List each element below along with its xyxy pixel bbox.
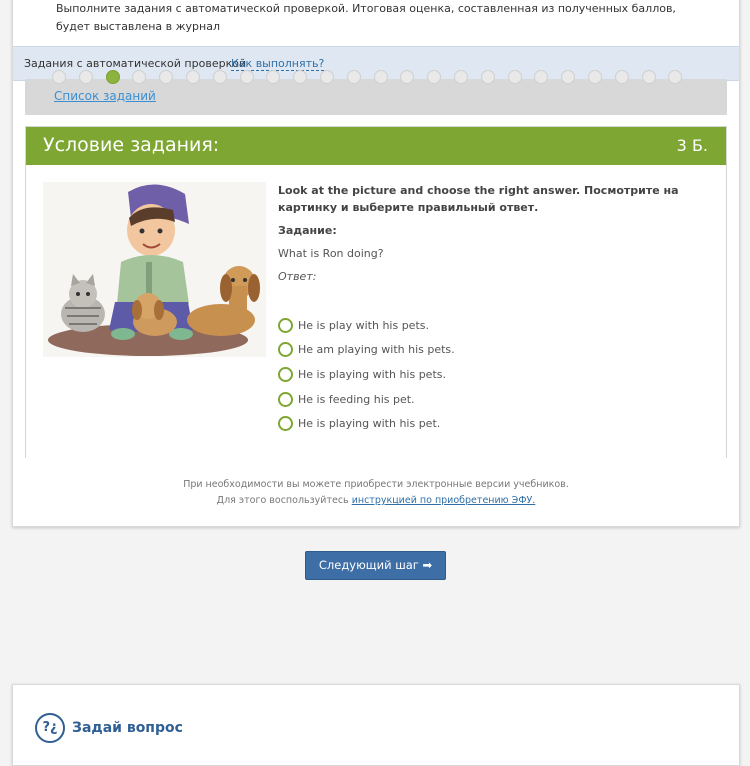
radio-button[interactable] (278, 367, 293, 382)
answer-option[interactable] (278, 387, 718, 412)
progress-dot[interactable] (213, 70, 227, 84)
ask-question-title[interactable]: Задай вопрос (72, 720, 183, 736)
progress-dot[interactable] (79, 70, 93, 84)
task-list-link[interactable]: Список заданий (54, 89, 156, 103)
progress-dot[interactable] (508, 70, 522, 84)
task-instruction: Look at the picture and choose the right answer. Посмотрите на картинку и выберите правильный ответ. (278, 184, 679, 214)
how-to-link[interactable]: Как выполнять? (231, 57, 325, 70)
task-header (26, 127, 726, 165)
task-points: 3 Б. (676, 136, 708, 155)
task-question: What is Ron doing? (278, 247, 384, 260)
answer-label: Ответ: (278, 270, 317, 283)
radio-button[interactable] (278, 342, 293, 357)
question-icon: ?¿ (35, 713, 65, 743)
progress-dot[interactable] (642, 70, 656, 84)
task-header-title: Условие задания: (43, 134, 220, 156)
answer-option[interactable] (278, 338, 718, 363)
answer-option-label: He am playing with his pets. (298, 343, 455, 357)
answer-option[interactable] (278, 362, 718, 387)
progress-dot[interactable] (561, 70, 575, 84)
intro-text: Выполните задания с автоматической проверкой. Итоговая оценка, составленная из полученных баллов, будет выставлена в журнал (56, 2, 676, 33)
task-label: Задание: (278, 224, 337, 237)
task-card (12, 0, 740, 527)
question-block (278, 182, 718, 436)
progress-dot[interactable] (481, 70, 495, 84)
answer-option[interactable] (278, 411, 718, 436)
progress-dot[interactable] (427, 70, 441, 84)
progress-dot[interactable] (347, 70, 361, 84)
progress-dot[interactable] (615, 70, 629, 84)
answer-option[interactable] (278, 313, 718, 338)
progress-dot[interactable] (52, 70, 66, 84)
footer-line-2-prefix: Для этого воспользуйтесь (216, 495, 352, 506)
radio-button[interactable] (278, 318, 293, 333)
footer-line-2 (13, 493, 739, 509)
footer-note (13, 477, 739, 509)
progress-dot[interactable] (186, 70, 200, 84)
progress-dot[interactable] (320, 70, 334, 84)
progress-dot[interactable] (293, 70, 307, 84)
ask-question-card (12, 684, 740, 766)
task-picture (43, 182, 266, 357)
task-panel (25, 126, 727, 458)
progress-dot[interactable] (159, 70, 173, 84)
answer-options (278, 313, 718, 436)
answer-option-label: He is playing with his pet. (298, 417, 441, 431)
next-step-button[interactable]: Следующий шаг ➡ (305, 551, 446, 580)
progress-dot[interactable] (240, 70, 254, 84)
task-progress-area (25, 79, 727, 115)
radio-button[interactable] (278, 416, 293, 431)
auto-check-label: Задания с автоматической проверкой (24, 57, 247, 70)
progress-dot[interactable] (374, 70, 388, 84)
radio-button[interactable] (278, 392, 293, 407)
progress-dot[interactable] (400, 70, 414, 84)
footer-line-1: При необходимости вы можете приобрести электронные версии учебников. (183, 479, 569, 490)
answer-option-label: He is play with his pets. (298, 318, 429, 332)
answer-option-label: He is playing with his pets. (298, 367, 446, 381)
progress-dot[interactable] (266, 70, 280, 84)
progress-dot[interactable] (668, 70, 682, 84)
progress-dots (52, 70, 695, 84)
efu-instruction-link[interactable]: инструкцией по приобретению ЭФУ. (351, 495, 536, 506)
progress-dot[interactable] (534, 70, 548, 84)
progress-dot[interactable] (454, 70, 468, 84)
progress-dot[interactable] (106, 70, 120, 84)
progress-dot[interactable] (132, 70, 146, 84)
answer-option-label: He is feeding his pet. (298, 392, 415, 406)
progress-dot[interactable] (588, 70, 602, 84)
